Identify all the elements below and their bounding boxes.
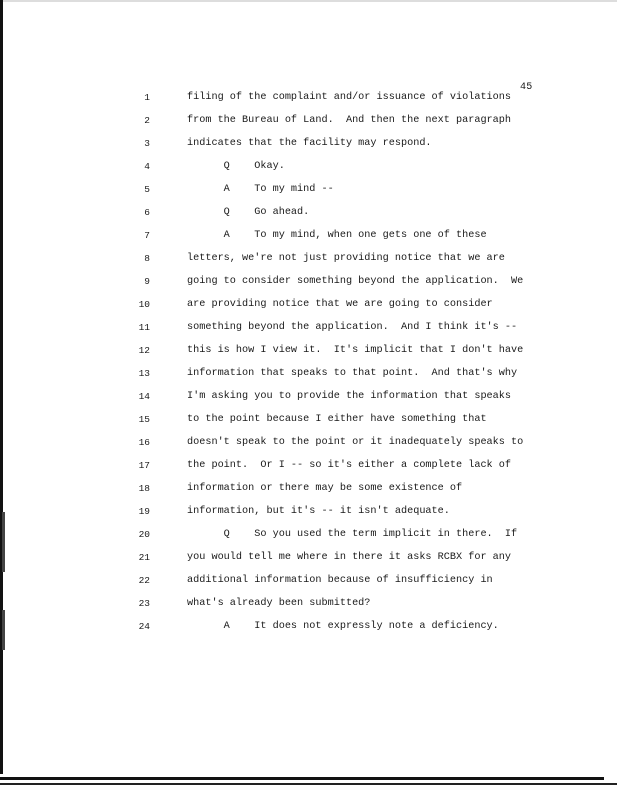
transcript-line [0, 160, 617, 183]
line-number: 22 [138, 575, 150, 586]
line-text: Q Go ahead. [187, 207, 310, 218]
bottom-rule [0, 777, 604, 780]
transcript-line [0, 298, 617, 321]
line-text: Q Okay. [187, 161, 285, 172]
page-number: 45 [520, 82, 533, 93]
line-number: 18 [138, 483, 150, 494]
bottom-rule-secondary [0, 783, 617, 785]
transcript-line [0, 367, 617, 390]
line-text: doesn't speak to the point or it inadequately speaks to [187, 437, 524, 448]
line-number: 15 [138, 414, 150, 425]
line-text: indicates that the facility may respond. [187, 138, 432, 149]
transcript-line [0, 436, 617, 459]
line-text: you would tell me where in there it asks RCBX for any [187, 552, 512, 563]
line-number: 2 [144, 115, 150, 126]
transcript-line [0, 275, 617, 298]
transcript-line [0, 413, 617, 436]
line-text: filing of the complaint and/or issuance of violations [187, 92, 512, 103]
transcript-line [0, 91, 617, 114]
line-text: information that speaks to that point. And that's why [187, 368, 518, 379]
line-text: to the point because I either have something that [187, 414, 487, 425]
line-number: 14 [138, 391, 150, 402]
transcript-line [0, 528, 617, 551]
line-text: this is how I view it. It's implicit that I don't have [187, 345, 524, 356]
line-number: 13 [138, 368, 150, 379]
line-number: 7 [144, 230, 150, 241]
transcript-body [0, 91, 617, 643]
line-number: 17 [138, 460, 150, 471]
line-number: 10 [138, 299, 150, 310]
line-text: letters, we're not just providing notice that we are [187, 253, 505, 264]
line-text: A To my mind, when one gets one of these [187, 230, 487, 241]
line-number: 19 [138, 506, 150, 517]
line-text: the point. Or I -- so it's either a complete lack of [187, 460, 512, 471]
transcript-line [0, 620, 617, 643]
line-text: are providing notice that we are going to consider [187, 299, 493, 310]
line-number: 24 [138, 621, 150, 632]
transcript-line [0, 114, 617, 137]
line-text: A To my mind -- [187, 184, 334, 195]
line-text: I'm asking you to provide the information that speaks [187, 391, 512, 402]
top-edge-rule [0, 0, 617, 2]
transcript-line [0, 344, 617, 367]
line-number: 20 [138, 529, 150, 540]
transcript-line [0, 551, 617, 574]
line-number: 23 [138, 598, 150, 609]
transcript-line [0, 482, 617, 505]
line-text: from the Bureau of Land. And then the next paragraph [187, 115, 512, 126]
line-text: Q So you used the term implicit in there. If [187, 529, 518, 540]
line-text: what's already been submitted? [187, 598, 371, 609]
line-number: 16 [138, 437, 150, 448]
line-number: 8 [144, 253, 150, 264]
line-number: 4 [144, 161, 150, 172]
line-number: 3 [144, 138, 150, 149]
line-number: 12 [138, 345, 150, 356]
transcript-line [0, 252, 617, 275]
line-number: 6 [144, 207, 150, 218]
transcript-line [0, 229, 617, 252]
line-number: 21 [138, 552, 150, 563]
transcript-line [0, 390, 617, 413]
transcript-line [0, 321, 617, 344]
transcript-line [0, 206, 617, 229]
line-text: information, but it's -- it isn't adequate. [187, 506, 450, 517]
transcript-line [0, 505, 617, 528]
transcript-line [0, 459, 617, 482]
line-text: something beyond the application. And I think it's -- [187, 322, 518, 333]
line-text: additional information because of insufficiency in [187, 575, 493, 586]
line-text: A It does not expressly note a deficiency. [187, 621, 499, 632]
line-number: 5 [144, 184, 150, 195]
transcript-line [0, 574, 617, 597]
transcript-line [0, 597, 617, 620]
line-text: information or there may be some existence of [187, 483, 463, 494]
line-number: 9 [144, 276, 150, 287]
line-number: 11 [138, 322, 150, 333]
line-number: 1 [144, 92, 150, 103]
transcript-line [0, 183, 617, 206]
line-text: going to consider something beyond the application. We [187, 276, 524, 287]
transcript-line [0, 137, 617, 160]
